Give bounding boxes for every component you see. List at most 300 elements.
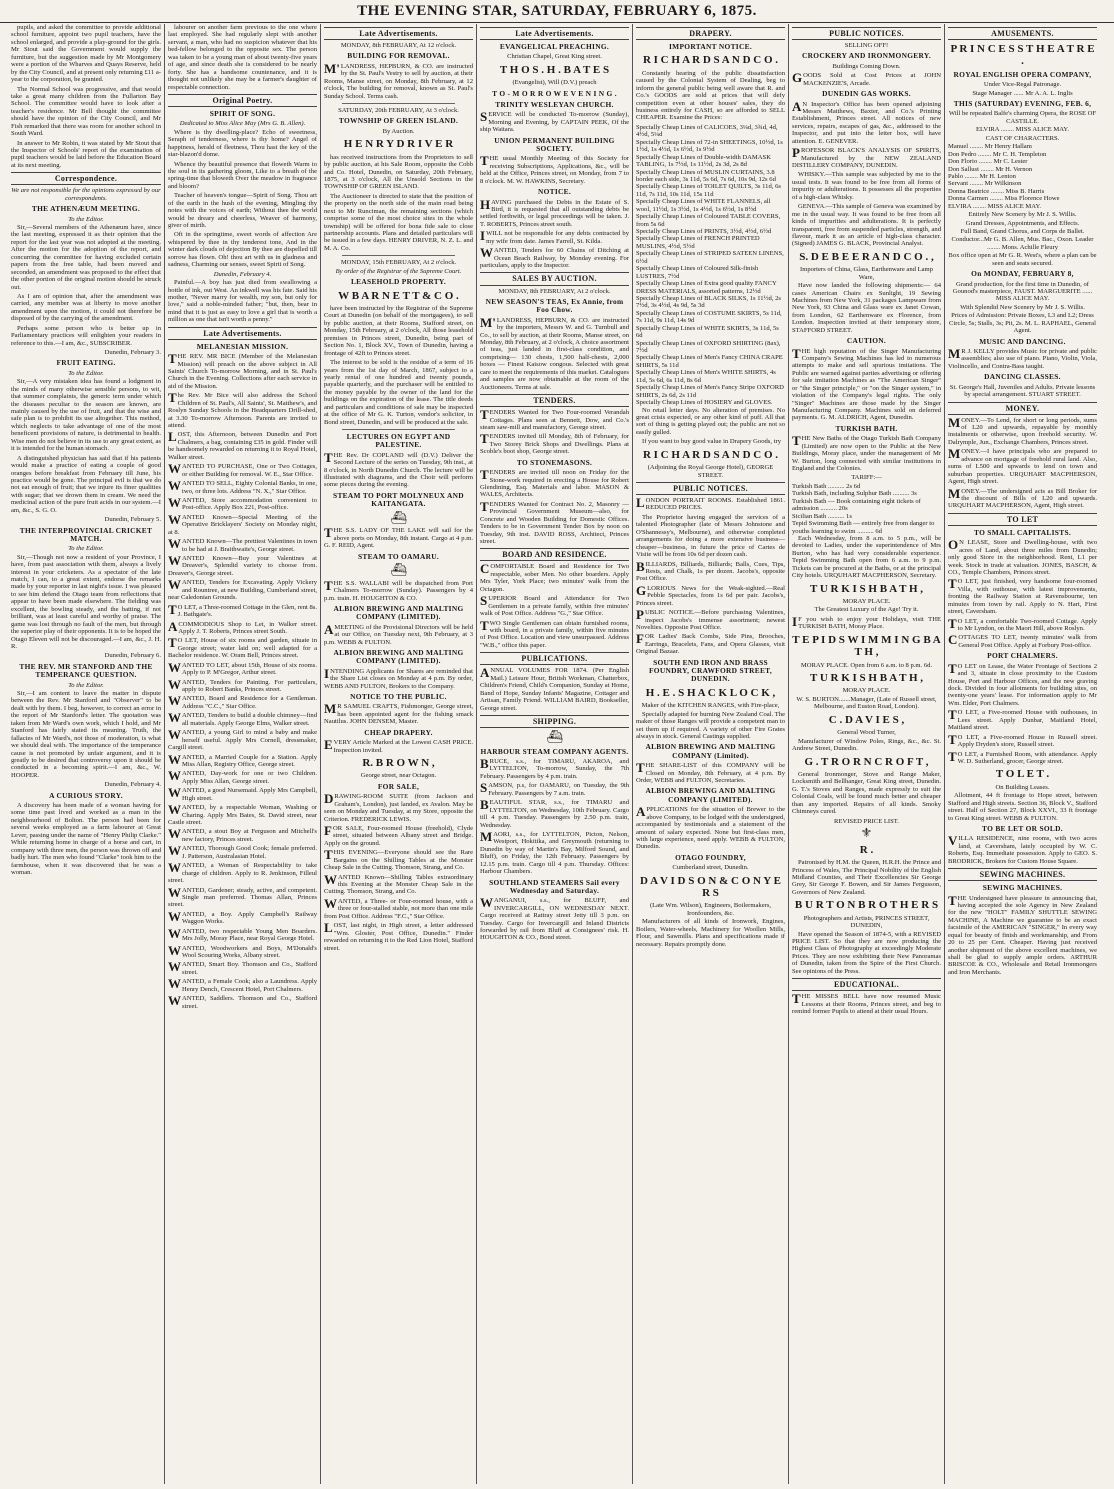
paragraph: GENEVA.—This sample of Geneva was examined by me in the usual way. It was found to be free from all kinds of impurities and adulterations. It is perfectly transparent, free from suspended particles, strength, and flavour, mark it as an article of high-class character. (Signed) JAMES G. BLACK, Provincial Analyst. xyxy=(792,203,941,248)
list-line: Turkish Bath .......... 2s 6d xyxy=(792,482,861,490)
list-line: Manuel ........ Mr Henry Hallam xyxy=(948,143,1032,151)
paragraph: The Normal School was progressive, and that would take a great many children from the Fullarton Bay School. The committee would have to look after a teacher's residence. Mr Bell thought the committee should have the opinion of the City Council, and Mr Fish remarked that there was room for another school in South Ward. xyxy=(11,85,161,138)
advertisement: WANTED, Tenders for Excavating. Apply Vickery and Rountree, at new Building, Cumberland street, near Caledonian Grounds. xyxy=(168,577,317,602)
advertisement: WANTED TO SELL, Eighty Colonial Banks, in one, two, or three lots. Address "N. X.," Star Office. xyxy=(168,478,317,495)
item-heading: ALBION BREWING AND MALTING COMPANY (Limited). xyxy=(645,742,776,760)
advertisement: BRUCE, s.s., for TIMARU, AKAROA, and LYTTELTON, To-morrow, Sunday, the 7th February. Passengers by 4 p.m. train. xyxy=(480,756,629,780)
item-heading: On MONDAY, FEBRUARY 8, xyxy=(971,269,1074,279)
advertisement: WANTED, a Woman of Respectability to take charge of children. Apply to R. Jenkinson, Filleul street. xyxy=(168,860,317,885)
advertisement: WANTED, a Married Couple for a Station. Apply Miss Allan, Registry Office, George street. xyxy=(168,751,317,768)
centered-line: MORAY PLACE. xyxy=(842,598,891,605)
list-line: Specially Cheap Lines of Coloured TABLE COVERS, from 5s 6d xyxy=(636,213,781,228)
section-heading: MONEY. xyxy=(948,402,1097,415)
list-line: Specially Cheap Lines of Double-width DAMASK TABLING, 1s 7½d, 1s 11½d, 2s 3d, 2s 8d xyxy=(636,153,771,169)
centered-line: TARIFF:— xyxy=(851,474,882,482)
centered-line: Buildings Coming Down. xyxy=(832,62,901,70)
advertisement: AN Inspector's Office has been opened adjoining Messrs Matthews, Baxter, and Co.'s Printing Establishment, Princes street. All notices of new services, repairs, escapes of gas, &c., addressed to the Inspector, and put into the letter box, will have attention. E. GENEVER. xyxy=(792,98,941,145)
section-heading: TO LET xyxy=(948,513,1097,526)
centered-line: Grand production, for the first time in Dunedin, of Gounod's masterpiece, FAUST. MARGUERITE ...... MISS ALICE MAY. xyxy=(952,280,1093,303)
advertisement: PUBLIC NOTICE.—Before purchasing Valentines, inspect Jacobs's immense assortment; newest Novelties. Opposite Post Office. xyxy=(636,607,785,632)
advertisement: COTTAGES TO LET, twenty minutes' walk from General Post Office. Apply at Forbury Post-office. xyxy=(948,632,1097,649)
paragraph: Manufacturer of Window Poles, Rings, &c., &c. St. Andrew Street, Dunedin. xyxy=(792,737,941,753)
advertisement: APPLICATIONS for the situation of Brewer to the above Company, to be lodged with the undersigned, accompanied by testimonials and a statement of the amount of salary expected. None but first-class men, with large experience, need apply. WEBB & FULTON, Dunedin. xyxy=(636,804,785,851)
advertisement: IWILL not be responsible for any debts contracted by my wife from date. James Farrell, St. Kilda. xyxy=(480,228,629,245)
display-heading: D A V I D S O N & C O N Y E R S xyxy=(640,874,781,900)
advertisement: VILLA RESIDENCE, nine rooms, with two acres land, at Caversham, lately occupied by W. C. Roberts, Esq. Immediate possession. Apply to GEO. S. BRODRICK, Brokers for Custom House Square. xyxy=(948,833,1097,865)
centered-line: ELVIRA ........ MISS ALICE MAY. xyxy=(975,126,1069,134)
item-heading: THIS (SATURDAY) EVENING, FEB. 6, xyxy=(953,99,1092,109)
advertisement: DRAWING-ROOM SUITE (from Jackson and Graham's, London), just landed, ex Avalon. May be seen on Monday and Tuesday, at my Store, opposite the Criterion. FREDERICK LEWIS. xyxy=(324,791,473,823)
list-line: Specially Cheap Lines of FRENCH PRINTED MUSLINS, 4½d, 5½d xyxy=(636,235,760,250)
advertisement: WANTED, two respectable Young Men Boarders. Mrs Jolly, Moray Place, near Royal George Hotel. xyxy=(168,925,317,943)
ship-cut-icon: ⛴ xyxy=(546,728,563,744)
item-heading: TRINITY WESLEYAN CHURCH. xyxy=(495,100,614,110)
advertisement: EVERY Article Marked at the Lowest CASH PRICE. Inspection invited. xyxy=(324,737,473,754)
advertisement: WANTED, a young Girl to mind a baby and make herself useful. Apply Mrs Cornell, dressmaker, Cargill street. xyxy=(168,727,317,752)
centered-line: (Adjoining the Royal George Hotel), GEORGE STREET. xyxy=(647,464,774,479)
italic-note: To the Editor. xyxy=(68,545,104,553)
section-heading: Original Poetry. xyxy=(168,94,317,107)
newspaper-columns xyxy=(8,24,1108,1484)
advertisement: COMFORTABLE Board and Residence for Two respectable, sober Men. No other boarders. Apply Mrs Tyler, York Place; two minutes' walk from the Octagon. xyxy=(480,561,629,593)
ship-cut-icon: ⛴ xyxy=(390,509,407,525)
list-line: Specially Cheap Lines of Men's Fancy Stripe OXFORD SHIRTS, 2s 6d, 2s 11d xyxy=(636,384,784,399)
advertisement: THE Rev. Dr COPLAND will (D.V.) Deliver the Second Lecture of the series on Tuesday, 9th inst., at 8 o'clock, in North Dunedin Church. The lecture will be illustrated with diagrams, and the Choir will perform some pieces during the evening. xyxy=(324,449,473,489)
advertisement: WANTED, Tenders to build a double chimney—find all materials. Apply George Elms, Walker street. xyxy=(168,710,317,727)
advertisement: WANTED Known—Special Meeting of the Operative Bricklayers' Society on Monday night, at 8. xyxy=(168,511,317,536)
section-heading: Late Advertisements. xyxy=(168,327,317,340)
advertisement: THE SHARE-LIST of this COMPANY will be Closed on Monday, 8th February, at 4 p.m. By Order, WEBB and FULTON, Secretaries. xyxy=(636,760,785,785)
advertisement: LONDON PORTRAIT ROOMS. Established 1861. REDUCED PRICES. xyxy=(636,495,785,512)
advertisement: TENDERS Wanted for Two Four-roomed Verandah Cottages. Plans seen at Bennett, Dow, and Co.'s steam saw-mill and manufactory, George street. xyxy=(480,407,629,431)
advertisement: WANTED TO PURCHASE, One or Two Cottages, or either Building for removal. W. E., Star Office. xyxy=(168,461,317,478)
advertisement: BEAUTIFUL STAR, s.s., for TIMARU and LYTTELTON, on Wednesday, 10th February. Cargo till 4 p.m. Tuesday. Passengers by 2.50 p.m. train, Wednesday. xyxy=(480,797,629,829)
advertisement: TO LET, a Three-roomed Cottage in the Glen, rent 8s. J. Bathgate's. xyxy=(168,601,317,619)
paragraph: Allotment, 44 ft frontage to Hope street, between Stafford and High streets. Section 36, Block V., Stafford street. Half of Section 27, Block XXVI., 33 ft frontage to Great King street. WEBB & FULTON. xyxy=(948,792,1097,822)
advertisement: TENDERS are invited till noon on Friday for the Stone-work required in erecting a House for Robert Glendining, Esq. Materials and labor. MASON & WALES, Architects. xyxy=(480,467,629,499)
display-heading: R. B R O W N , xyxy=(362,756,435,769)
advertisement: WANTED, Board and Residence for a Gentleman. Address "C.C.," Star Office. xyxy=(168,693,317,710)
list-line: Specially Cheap Lines of OXFORD SHIRTING (8ax), 7½d xyxy=(636,339,781,354)
item-heading: NEW SEASON'S TEAS, Ex Annie, from Foo Chow. xyxy=(485,296,624,315)
display-heading: H E N R Y D R I V E R xyxy=(343,138,454,151)
italic-note: By order of the Registrar of the Supreme Court. xyxy=(335,267,462,275)
advertisement: WANTED, Gardener; steady, active, and competent. Single man preferred. Thomas Allan, Princes street. xyxy=(168,884,317,909)
item-heading: MELANESIAN MISSION. xyxy=(196,341,289,351)
centered-line: On Building Leases. xyxy=(995,783,1050,791)
advertisement: INTENDING Applicants for Shares are reminded that the Share List closes on Monday at 4 p.m. By order, WEBB AND FULTON, Brokers to the Company. xyxy=(324,665,473,690)
centered-line: Stage Manager ...... Mr A. A. L. Inglis xyxy=(972,89,1073,97)
list-line: Turkish Bath, including Sulphur Bath .......... 3s xyxy=(792,490,917,498)
centered-line: Will be repeated Balfe's charming Opera, the ROSE OF CASTILLE. xyxy=(948,110,1097,125)
advertisement: LOST, last night, in High street, a letter addressed "Wm. Gloster, Post Office, Dunedin." Finder rewarded on returning it to the Red Lion Hotel, Stafford street. xyxy=(324,920,473,952)
column-5 xyxy=(632,24,788,1484)
item-heading: TO BE LET OR SOLD. xyxy=(982,824,1063,833)
advertisement: THE Undersigned have pleasure in announcing that, having accepted the sole Agency in New Zealand for the new "HOLT" FAMILY SHUTTLE SEWING MACHINE, A Machine we guarantee to be an exact facsimile of the AMERICAN "SINGER," In every way equal for beauty of finish and workmanship, and From 20 to 25 per Cent. Cheaper. Having just received another shipment of the above excellent machines, we shall be glad to supply ample orders. ARTHUR BRISCOE & CO., Wholesale and Retail Ironmongers and Iron Merchants. xyxy=(948,892,1097,976)
centered-line: (Evangelist), Will (D.V.) preach xyxy=(512,79,597,87)
advertisement: WANTED, a stout Boy at Ferguson and Mitchell's new factory, Princes street. xyxy=(168,826,317,843)
paragraph: have been instructed by the Registrar of the Supreme Court at Dunedin (on behalf of the mortgagees), to sell by public auction, at their Rooms, Stafford street, on Monday, 15th February, at 2 o'clock, All those leasehold premises in Princes street, Dunedin, being part of Section No. 1, Block XV., Town of Dunedin, having a frontage of 42ft to Princes street. xyxy=(324,305,473,357)
item-heading: LEASEHOLD PROPERTY. xyxy=(350,277,447,287)
section-heading: PUBLIC NOTICES. xyxy=(792,27,941,40)
paragraph: The Proprietor having engaged the services of a talented Photographer (late of Messrs Johnstone and O'Shannessy's, Melbourne), and otherwise completed arrangements for doing a more extensive business—cheaper—business, in future the price of Cartes de Visite will be from 10s 6d per dozen cash. xyxy=(636,513,785,559)
advertisement: IF you wish to enjoy your Holidays, visit THE TURKISH BATH, Moray Place. xyxy=(792,613,941,631)
advertisement: SAMSON, p.s, for OAMARU, on Tuesday, the 9th February. Passengers by 7 a.m. train. xyxy=(480,780,629,797)
list-line: Donna Carmen ........ Miss Florence Howe xyxy=(948,195,1060,203)
paragraph: Constantly hearing of the public dissatisfaction caused by the Colonial System of Dealing, beg to inform the general public being well aware that R. and Co.'s GOODS are sold at prices that will defy competition even at other houses' sales, they do business entirely for CASH, so are afforded to SELL CHEAPER. Examine the Prices: xyxy=(636,69,785,122)
advertisement: WANTED, Day-work for one or two Children. Apply Miss Allan, George street. xyxy=(168,768,317,785)
advertisement: MONEY.—The undersigned acts as Bill Broker for the discount of Bills of L20 and upwards. URQUHART MACPHERSON, Agent, High street. xyxy=(948,485,1097,510)
paragraph: Perhaps some person who is better up in Parliamentary practices will enlighten your readers in reference to this.—I am, &c., SUBSCRIBER. xyxy=(11,324,161,347)
section-heading: TENDERS. xyxy=(480,394,629,407)
item-heading: UNION PERMANENT BUILDING SOCIETY. xyxy=(494,135,615,154)
list-line: Specially Cheap Lines of MUSLIN CURTAINS, 3.8 border each side, 3s 11d, 5s 6d, 7s 6d, 10s 9d, 12s 6d xyxy=(636,168,776,183)
advertisement: TENDERS invited till Monday, 8th of February, for Two Storey Brick Shops and Dwellings. Plans at Scoble's boot shop, George street. xyxy=(480,431,629,456)
advertisement: GLORIOUS News for the Weak-sighted.—Real Pebble Spectacles, from 1s 6d per pair. Jacobs's, Princes street. xyxy=(636,582,785,607)
advertisement: ACOMMODIOUS Shop to Let, in Walker street. Apply J. T. Roberts, Princes street South. xyxy=(168,618,317,635)
display-heading: C . D A V I E S , xyxy=(828,713,905,726)
centered-line: Full Band, Grand Chorus, and Corps de Ballet. xyxy=(960,228,1085,236)
ship-cut-icon: ⛴ xyxy=(390,562,407,577)
paragraph: Patronised by H.M. the Queen, H.R.H. the Prince and Princess of Wales, The Principal Nobility of the English Midland Counties, and Their Excellencies Sir George Grey, Sir George F. Bowen, and Sir James Fergusson, Governors of New Zealand. xyxy=(792,859,941,896)
advertisement: TO LET, just finished, very handsome four-roomed Villa, with outhouse, with latest improvements, fronting the Railway Station at Ravensbourne, ten minutes from town by rail. Apply to N. Hart, First street, Caversham. xyxy=(948,576,1097,616)
item-heading: HARBOUR STEAM COMPANY AGENTS. xyxy=(480,746,629,756)
advertisement: TO LET, a Five-roomed House in Russell street. Apply Dryden's store, Russell street. xyxy=(948,731,1097,749)
italic-note: To the Editor. xyxy=(68,215,104,223)
advertisement: ANNUAL VOLUMES FOR 1874. (Per English Mail.) Leisure Hour, British Workman, Chatterbox, Children's Friend, Child's Companion, Sunday at Home, Band of Hope, Sunday Infants' Magazine, Cottager and Artisan, Family Friend. WILLIAM BAIRD, Bookseller, George street. xyxy=(480,665,629,712)
display-heading: T U R K I S H B A T H , xyxy=(809,672,924,685)
paragraph: has received instructions from the Proprietors to sell by public auction, at his Sale Room, opposite the Cobb and Co. Hotel, Dunedin, on Saturday, 20th February, 1875, at 3 o'clock, All the Unsold Sections in the TOWNSHIP OF GREEN ISLAND. xyxy=(324,153,473,191)
advertisement: WANTED, a Three- or Four-roomed house, with a three or four-stalled stable, not more than one mile from Post Office. Address "F.C.," Star Office. xyxy=(324,895,473,920)
advertisement: GOODS Sold at Cost Prices at JOHN MACKENZIE'S, Arcade. xyxy=(792,70,941,87)
paragraph: General Ironmonger, Stove and Range Maker, Locksmith and Bellhanger, Great King street, Dunedin. G. T.'s Stoves and Ranges, made expressly to suit the Colonial Coals, will be found much better and cheaper than any imported. Repairs of all kinds. Smoky Chimneys cured. xyxy=(792,770,941,816)
item-heading: STEAM TO OAMARU. xyxy=(357,551,440,561)
display-heading: W B A R N E T T & C O . xyxy=(338,289,459,302)
advertisement: M'LANDRESS, HEPBURN, & CO. are instructed by the St. Paul's Vestry to sell by auction, at their Rooms, Manse street, on Monday, 8th February, at 12 o'clock, The building for removal, known as St. Paul's Sunday School. Terms cash. xyxy=(324,60,473,100)
advertisement: AMEETING of the Provisional Directors will be held at our Office, on Tuesday next, 9th February, at 3 p.m. WEBB & FULTON. xyxy=(324,621,473,646)
newspaper-title: THE EVENING STAR, SATURDAY, FEBRUARY 6, 1875. xyxy=(357,3,757,19)
item-heading: FRUIT EATING. xyxy=(56,358,116,368)
advertisement: ON LEASE, Store and Dwelling-house, with two acres of Land, about three miles from Dunedin; only good Store in the neighborhood. Rent, L1 per week. Stock in trade at valuation. JONES, BASCH, & CO., Temple Chambers, Princes street. xyxy=(948,537,1097,576)
signature-line: Dunedin, February 3. xyxy=(104,349,161,357)
advertisement: WANTED, by a respectable Woman, Washing or Charing. Apply Mrs Bates, St. David street, near Castle street. xyxy=(168,802,317,827)
centered-line: The Greatest Luxury of the Age! Try it. xyxy=(814,606,919,614)
paragraph: pupils, and asked the committee to provide additional school furniture, appoint two pupil teachers, have the school enlarged, and provide a play-ground for the girls. Mr Stout said the Government would supply the furniture, but the suggestion made by Mr Montgomery were a portion of the Wharves and Quays Reserve, held by the City Council, and at present only returning £11 a-year to the corporation, be granted. xyxy=(11,24,161,84)
advertisement: SUPERIOR Board and Attendance for Two Gentlemen in a private family, within five minutes' walk of Post Office. Address "G.," Star Office. xyxy=(480,593,629,618)
divider xyxy=(342,429,455,430)
list-line: Specially Cheap Lines of STRIPED SATEEN LINENS, 6½d xyxy=(636,250,784,265)
list-line: Specially Cheap Lines of CALICOES, 3¼d, 3¾d, 4d, 4½d, 5¼d xyxy=(636,123,778,139)
item-heading: IMPORTANT NOTICE. xyxy=(669,42,752,52)
item-heading: TOWNSHIP OF GREEN ISLAND. xyxy=(338,116,459,126)
display-heading: R . xyxy=(859,843,874,856)
centered-line: Christian Chapel, Great King street. xyxy=(507,53,602,61)
item-heading: ROYAL ENGLISH OPERA COMPANY, xyxy=(953,69,1092,79)
advertisement: FOR Ladies' Back Combs, Side Pins, Brooches, Earrings, Bracelets, Fans, and Opera Glasses, visit Original Bazaar. xyxy=(636,631,785,656)
section-heading: AMUSEMENTS. xyxy=(948,27,1097,40)
section-heading: Late Advertisements. xyxy=(480,27,629,40)
item-heading: TO SMALL CAPITALISTS. xyxy=(974,527,1071,537)
list-line: ELVIRA ........ MISS ALICE MAY. xyxy=(948,202,1042,210)
advertisement: WANTED, Tenders for 60 Chains of Ditching at Ocean Beach Railway, by Monday evening. For particulars, apply to the Inspector. xyxy=(480,245,629,270)
paragraph: Oft in the springtime, sweet words of affection Are whispered by thee in thy tenderest tone, And in the winter dark clouds of dejection By thee are dispelled till sorrow has flown. Oh! thou art with us in gladness and sadness, Charming our senses, sweet Spirit of Song. xyxy=(168,231,317,269)
divider xyxy=(342,103,455,104)
item-heading: A CURIOUS STORY. xyxy=(49,790,123,800)
column-2 xyxy=(164,24,320,1484)
paragraph: Manufacturers of all kinds of Ironwork, Engines, Boilers, Water-wheels, Machinery for Woollen Mills, Flour, and Sawmills. Plans and specifications made if necessary. Repairs promptly done. xyxy=(636,918,785,948)
paragraph: As I am of opinion that, after the amendment was carried, any member was at liberty to move another amendment upon the motion, it could not therefore be disposed of by the carrying of the amendment. xyxy=(11,292,161,323)
advertisement: MONEY.—I have principals who are prepared to advance on mortgage of freehold rural land. Also, sums of L500 and upwards to lend on town and suburban properties. URQUHART MACPHERSON, Agent, High street. xyxy=(948,446,1097,486)
section-heading: SEWING MACHINES. xyxy=(948,868,1097,881)
item-heading: CROCKERY AND IRONMONGERY. xyxy=(802,51,931,61)
item-heading: DANCING CLASSES. xyxy=(984,372,1061,382)
list-line: Donna Beatrice ........ Miss B. Harris xyxy=(948,187,1045,195)
masthead xyxy=(0,0,1114,23)
italic-note: Dedicated to Miss Alice May (Mrs G. B. Allen). xyxy=(179,120,306,128)
centered-line: W. S. BURTON.......Manager, (Late of Russell street, Melbourne, and Euston Road, London). xyxy=(796,695,937,711)
italic-note: Dunedin, February 4. xyxy=(213,270,272,278)
item-heading: EVANGELICAL PREACHING. xyxy=(499,42,610,52)
signature-line: Dunedin, February 6. xyxy=(104,652,161,660)
paragraph: labourer on another farm previous to the one where last employed. She had regularly slept with another servant, a man, who had no suspicion whatever that his bed-fellow belonged to the opposite sex. The person was taken to be a young man of about twenty-five years of age, and since death she is considered to be nearly forty. She has a handsome countenance, and it is thought not unlikely she may be a farmer's daughter of respectable connection. xyxy=(168,24,317,91)
item-heading: MUSIC AND DANCING. xyxy=(979,336,1066,346)
paragraph: Sir,—Several members of the Athenæum have, since the last meeting, expressed it as their opinion that the report for the last year was not adopted at the meeting. After the motion for the adoption of the report, and concurring the committee for having excluded certain papers from the free table, had been moved and seconded, an amendment was proposed to the effect that the other portion of the original motion should be struck out. xyxy=(11,224,161,291)
display-heading: P R I N C E S S T H E A T R E . xyxy=(950,43,1095,68)
section-heading: SALES BY AUCTION. xyxy=(480,272,629,285)
advertisement: WANTED, Thorough Good Cook; female preferred. J. Patterson, Australasian Hotel. xyxy=(168,843,317,860)
centered-line: Cumberland street, Dunedin. xyxy=(672,864,749,872)
list-line: Don Pedro ........ Mr C. H. Templeton xyxy=(948,150,1047,158)
advertisement: WANTED, a Boy. Apply Campbell's Railway Waggon Works. xyxy=(168,908,317,926)
item-heading: CAUTION. xyxy=(846,336,887,346)
advertisement: MAORI, s.s., for LYTTELTON, Picton, Nelson, Westport, Hokitika, and Greymouth (returning to Dunedin by way of Martin's Bay, Milford Sound, and Bluff), on Friday, the 12th February. Passengers by 12.15 p.m. train. Cargo till 4 p.m. Thursday. Offices: Harbour Chambers. xyxy=(480,828,629,876)
italic-note: To the Editor. xyxy=(68,681,104,689)
section-heading: SHIPPING. xyxy=(480,715,629,728)
paragraph: Specially adapted for burning New Zealand Coal. The maker of those Ranges will provide a competent man to set them up if required. A variety of other Fire Grates always in stock. General Castings supplied. xyxy=(636,710,785,741)
centered-line: Entirely New Scenery by Mr J. S. Willis. xyxy=(968,211,1077,219)
paragraph: No retail letter days. No alteration of premises. No great crisis expected, or any other kind of puff. All that sort of thing is getting played out; the public are not so easily gulled. xyxy=(636,406,785,436)
signature-line: Dunedin, February 5. xyxy=(104,516,161,524)
advertisement: THE REV. MR BICE (Member of the Melanesian Mission) will preach on the above subject in All Saints' Church To-morrow Morning, and in St. Paul's Church in the Evening. Collections after each service in aid of the Mission. xyxy=(168,351,317,390)
advertisement: TO LET, a Furnished Room, with attendance. Apply W. D. Sutherland, grocer, George street. xyxy=(948,748,1097,765)
paragraph: Have opened the Season of 1874-5, with a REVISED PRICE LIST. So that they are now producing the Highest Class of Photography at exceedingly Moderate Prices. They are now exhibiting their New Panoramas of Dunedin, taken from the Spire of the First Church. See opinions of the Press. xyxy=(792,930,941,975)
display-heading: T H O S . H . B A T E S xyxy=(499,63,610,76)
paragraph: A distinguished physician has said that if his patients would make a practice of eating a couple of good oranges before breakfast from February till June, his practice would be gone. The principal evil is that we do not eat enough of fruit; that we injure its finer qualities with sugar; that we drown them in cream. We need the medicinal action of the pure fruit acids in our system.—I am, &c., S. G. O. xyxy=(11,454,161,514)
centered-line: George street, near Octagon. xyxy=(360,772,437,780)
paragraph: If you want to buy good value in Drapery Goods, try xyxy=(642,438,781,446)
signature-line: Dunedin, February 4. xyxy=(104,781,161,789)
display-heading: R I C H A R D S A N D C O . xyxy=(642,448,779,461)
advertisement: MONEY.—To Lend, for short or long periods, sums of L20 and upwards, repayable by monthly instalments or otherwise, upon freehold security. W. Dalrymple, Jun., Exchange Chambers, Princes street. xyxy=(948,414,1097,446)
centered-line: REVISED PRICE LIST. xyxy=(834,817,899,825)
list-line: Specially Cheap Lines of TOILET QUILTS, 3s 11d, 6s 11d, 7s 11d, 10s 11d, 15s 11d xyxy=(636,183,781,198)
paragraph: Painful.—A boy has just died from swallowing a bottle of ink, out West. An inkwell was his fate. Said his mother, "Never marry for wealth, my son, but only for love," said a noble-minded father; "but, then, bear in mind that it is just as easy to love a girl that is worth a million as one that isn't worth a penny." xyxy=(168,279,317,324)
paragraph: Sir,—I am content to leave the matter in dispute between the Rev. Mr Stanford and "Observer" to be dealt with by them. I beg, however, to correct an error in the report of Mr Stanford's letter. The quotation was taken from Mr Ward's own work, which I hold, and Mr Stanford has fairly stated its meaning. Truth, the fallacies of Mr Ward's, not those of moderation, is what we should deal with. The importance of the temperance cause is not promoted by unfair argument, and it is greatly to be desired that controversy upon it should be conducted in a becoming spirit.—I am, &c., W. HOOPER. xyxy=(11,690,161,779)
section-heading: PUBLIC NOTICES. xyxy=(636,482,785,495)
centered-line: MONDAY, 15th FEBRUARY, At 2 o'clock. xyxy=(340,259,457,267)
paragraph: Sir,—Though not now a resident of your Province, I have, from past association with them, always a lively interest in your cricketers. As a spectator of the late match, I can, to a great extent, endorse the remarks made by your reporter in last night's issue. I was pleased to see him defend the Otago team from reflections that appear to have been made elsewhere. The fielding was excellent, the bowling steady, and the batting, if not brilliant, was at least careful and worthy of praise. The game was lost through no fault of the men, but through the superior play of their opponents. It is to be hoped the Otago Eleven will not be discouraged.—I am, &c., J. H. R. xyxy=(11,553,161,650)
advertisement: THE S.S. WALLABI will be dispatched from Port Chalmers To-morrow (Sunday). Passengers by 4 p.m. train. H. HOUGHTON & CO. xyxy=(324,577,473,602)
paragraph: The Auctioneer is directed to state that the position of the property on the north side of the main road being next to Mr Runciman, the remaining sections (which comprise some of the most choice sites in the whole township) will be offered for bona fide sale to close partnership accounts. Plans and detailed particulars will be issued in a few days. HENRY DRIVER, N. Z. L. and M. A. Co. xyxy=(324,192,473,252)
item-heading: ALBION BREWING AND MALTING COMPANY (LIMITED). xyxy=(333,604,464,622)
centered-line: MORAY PLACE. Open from 6 a.m. to 8 p.m. 6d. xyxy=(800,661,933,669)
display-heading: T E P I D S W I M M I N G B A T H , xyxy=(792,633,941,659)
list-line: Specially Cheap Lines of WHITE FLANNELS, all wool, 11½d, 1s 3½d, 1s 4½d, 1s 6½d, 1s 8½d xyxy=(636,198,771,213)
advertisement: WANTED Known—Shilling Tables extraordinary this Evening at the Monster Cheap Sale in the Cutting. Thomson, Strang, and Co. xyxy=(324,871,473,896)
item-heading: T O - M O R R O W E V E N I N G . xyxy=(492,88,617,98)
centered-line: Photographers and Artists, PRINCES STREET, DUNEDIN, xyxy=(803,914,930,930)
item-heading: TURKISH BATH. xyxy=(835,423,898,433)
list-line: Specially Cheap Lines of BLACK SILKS, 1s 11½d, 2s 7½d, 3s 4½d, 4s 9d, 5s 3d xyxy=(636,294,781,310)
item-heading: STEAM TO PORT MOLYNEUX AND KAITANGATA. xyxy=(333,490,464,509)
paragraph: Teacher of heaven's tongue—Spirit of Song. Thou art of the earth in the hush of the evening, Mingling thy notes with the voices of earth; Without thee the world would be dreary and cheerless, Weaver of harmony, giver of mirth. xyxy=(168,192,317,230)
item-heading: SPIRIT OF SONG. xyxy=(209,108,276,118)
advertisement: TO LET, a comfortable Two-roomed Cottage. Apply to Mr Lyndon, on the Maori Hill, above Roslyn. xyxy=(948,615,1097,633)
centered-line: CAST OF CHARACTERS. xyxy=(985,134,1060,142)
section-heading: EDUCATIONAL. xyxy=(792,978,941,991)
item-heading: THE ATHENÆUM MEETING. xyxy=(31,204,141,214)
item-heading: FOR SALE, xyxy=(377,781,420,791)
item-heading: TO STONEMASONS. xyxy=(516,457,593,467)
list-line: Specially Cheap Lines of Coloured Silk-finish LUSTRES, 7½d xyxy=(636,265,759,280)
centered-line: By Auction. xyxy=(382,127,415,135)
advertisement: THE S.S. LADY OF THE LAKE will sail for the above ports on Monday, 8th instant. Cargo at 4 p.m. G. F. REID, Agent. xyxy=(324,525,473,550)
section-heading: DRAPERY. xyxy=(636,27,785,40)
display-heading: T U R K I S H B A T H , xyxy=(809,582,924,595)
paragraph: The interest to be sold is the residue of a term of 16 years from the 1st day of March, 1867, subject to a yearly rental of one hundred and twenty pounds, payable quarterly, and the purchaser will be entitled to the money payable by the owner of the land for the buildings on the expiration of the lease. The title deeds and particulars and conditions of sale may be inspected at the office of Mr G. K. Turton, vendor's solicitor, in Bond street, Dunedin, and will be produced at the sale. xyxy=(324,359,473,426)
italic-note: We are not responsible for the opinions expressed by our correspondents. xyxy=(11,187,161,202)
paragraph: Where is thy dwelling-place? Echo of sweetness, Seraph of tenderness, where is thy home? Angel of happiness, herald of fleetness, Thou hast the key of the star-blazon'd dome. xyxy=(168,128,317,159)
item-heading: DUNEDIN GAS WORKS. xyxy=(822,89,911,99)
centered-line: Box office open at Mr G. R. West's, where a plan can be seen and seats secured. xyxy=(948,252,1097,267)
section-heading: Late Advertisements. xyxy=(324,27,473,40)
list-line: Specially Cheap Lines of PRINTS, 3½d, 4½d, 6½d xyxy=(636,228,772,235)
list-line: Servant ........ Mr Wilkinson xyxy=(948,180,1022,188)
list-line: Specially Cheap Lines of WHITE SKIRTS, 3s 11d, 5s 6d xyxy=(636,324,779,340)
advertisement: TO LET, a Five-roomed House with outhouses, in Lees street. Apply Dunbar, Maitland Hotel, Maitland street. xyxy=(948,707,1097,732)
display-heading: S. D E B E E R A N D C O . , xyxy=(799,250,934,263)
column-4 xyxy=(476,24,632,1484)
list-line: Specially Cheap Lines of HOSIERY and GLOVES. xyxy=(636,399,773,407)
display-heading: H . E . S H A C K L O C K , xyxy=(645,686,776,699)
item-heading: NOTICE. xyxy=(537,187,572,197)
display-heading: G . T R O R N C R O F T , xyxy=(804,755,929,768)
column-7 xyxy=(944,24,1100,1484)
item-heading: ALBION BREWING AND MALTING COMPANY (LIMITED). xyxy=(645,786,776,804)
advertisement: TO LET on Lease, the Water Frontage of Sections 2 and 3, situate in close proximity to the Custom House, Port and Harbour Offices, and the new graving dock. Divided in four allotments for building sites, on twenty-one years' lease. For information apply to Mr Wm. Elder, Port Chalmers. xyxy=(948,660,1097,707)
list-line: Sicilian Bath .......... 1s xyxy=(792,512,852,520)
item-heading: LECTURES ON EGYPT AND PALESTINE. xyxy=(346,432,451,450)
advertisement: THIS EVENING—Everyone should see the Rare Bargains on the Shilling Tables at the Monster Cheap Sale in the Cutting. Thomson, Strang, and Co. xyxy=(324,847,473,872)
list-line: Specially Cheap Lines of Extra good quality FANCY DRESS MATERIALS, assorted patterns, 12½d xyxy=(636,280,777,295)
advertisement: WANGANUI, s.s., for BLUFF, and INVERCARGILL, ON WEDNESDAY NEXT. Cargo received at Rattray street Jetty till 3 p.m. on Tuesday. Cargo for Invercargill and Inland Districts forwarded by rail from Bluff at Consignees' risk. H. HOUGHTON & CO., Bond street. xyxy=(480,895,629,942)
advertisement: WANTED, a Female Cook; also a Laundress. Apply Henry Dench, Crescent Hotel, Port Chalmers. xyxy=(168,976,317,993)
advertisement: WANTED Known—Buy your Valentines at Dreaver's, Splendid variety to choose from. Dreaver's, George street. xyxy=(168,553,317,577)
display-heading: R I C H A R D S A N D C O . xyxy=(642,54,779,67)
centered-line: MORAY PLACE. xyxy=(842,687,891,695)
list-line: Specially Cheap Lines of COSTUME SKIRTS, 5s 11d, 7s 11d, 9s 11d, 14s 9d xyxy=(636,309,782,325)
centered-line: Prices of Admission: Private Boxes, L3 and L2; Dress Circle, 5s; Stalls, 3s; Pit, 2s. M. L. RAPHAEL, General Agent. xyxy=(949,312,1096,335)
centered-line: Maker of the KITCHEN RANGES, with Fire-place, xyxy=(641,702,780,710)
centered-line: Grand Dresses, Appointments, and Effects. xyxy=(965,219,1080,227)
centered-line: SELLING OFF! xyxy=(844,42,889,50)
paragraph: Whence thy beautiful presence that floweth Warm to the soul in its gathering gloom, Like to a breath of the spring-time that bloweth Over the meadow in fragrance and bloom? xyxy=(168,160,317,190)
list-line: Specially Cheap Lines of 72-in SHEETINGS, 10½d, 1s 1½d, 1s 4½d, 1s 6½d, 1s 9½d xyxy=(636,138,783,154)
section-heading: Correspondence. xyxy=(11,172,161,185)
list-line: Specially Cheap Lines of Men's Fancy CHINA CRAPE SHIRTS, 5s 11d xyxy=(636,354,783,369)
list-line: Don Sallust ........ Mr H. Vernon xyxy=(948,165,1033,173)
centered-line: MONDAY, 8th FEBRUARY, At 2 o'clock. xyxy=(498,287,611,295)
advertisement: HAVING purchased the Debts in the Estate of S. Bird, it is requested that all outstanding debts be settled forthwith, or legal proceedings will be taken. J. T. ROBERTS, Princes street south. xyxy=(480,196,629,228)
advertisement: TENDERS Wanted for Contract No. 2, Masonry — Provincial Government Museum—also, for Concrete and Wooden Building for Domestic Offices. Tenders to be in Government Tender Box by noon on Tuesday, 9th inst. DAVID ROSS, Architect, Princes street. xyxy=(480,498,629,545)
centered-line: With Splendid New Scenery by Mr J. S. Willis. xyxy=(960,303,1085,311)
advertisement: WANTED, Woodworkers and Boys, M'Donald's Wool Scouring Works, Albany street. xyxy=(168,942,317,960)
paragraph: Each Wednesday, from 8 a.m. to 5 p.m., will be devoted to Ladies, under the superintendence of Mrs Burton, who has had very considerable experience. Tepid Swimming Bath open from 6 a.m. to 9 p.m. Tickets can be procured at the Baths, or at the principal City hotels. URQUHART MACPHERSON, Secretary. xyxy=(792,534,941,580)
advertisement: THE New Baths of the Otago Turkish Bath Company (Limited) are now open to the Public at the New Buildings, Moray place, under the management of Mr W. Burton, long connected with similar institutions in England and the Colonies. xyxy=(792,433,941,473)
item-heading: OTAGO FOUNDRY, xyxy=(675,852,746,862)
advertisement: BILLIARDS, Billiards, Billiards; Balls, Cues, Tips, Rests, and Chalk, 1s per dozen. Jacobs's, opposite Post Office. xyxy=(636,558,785,583)
list-line: Tepid Swimming Bath — entirely free from danger to youths learning to swim .......... 6d xyxy=(792,520,935,535)
display-heading: T O L E T . xyxy=(995,768,1050,781)
item-heading: CHEAP DRAPERY. xyxy=(364,727,433,737)
paragraph: In answer to Mr Robin, it was stated by Mr Stout that the Inspector of Schools' report of the examination of pupil teachers would be laid before the Education Board at its next meeting. xyxy=(11,139,161,169)
advertisement: TWO Single Gentlemen can obtain furnished rooms, with board, in a private family, within five minutes of Post Office. Location and view unsurpassed. Address "W.B.," office this paper. xyxy=(480,617,629,649)
advertisement: MR SAMUEL CRAFTS, Fishmonger, George street, has been appointed agent for the fishing smack Nautilus. JOHN DENSEM, Master. xyxy=(324,701,473,726)
advertisement: WANTED TO LET, about 15th, House of six rooms. Apply to P. M'Gregor, Arthur street. xyxy=(168,659,317,677)
item-heading: SOUTHLAND STEAMERS Sail every Wednesday and Saturday. xyxy=(489,877,620,895)
centered-line: Conductor...Mr G. B. Allen, Mus. Bac., Oxon. Leader ........ Mons. Achille Fleury xyxy=(951,236,1094,251)
item-heading: PORT CHALMERS. xyxy=(987,651,1058,661)
centered-line: SATURDAY, 20th FEBRUARY, At 3 o'clock. xyxy=(338,107,459,115)
section-heading: PUBLICATIONS. xyxy=(480,652,629,665)
advertisement: PROFESSOR BLACK'S ANALYSIS OF SPIRITS, Manufactured by the NEW ZEALAND DISTILLERY COMPANY, DUNEDIN. xyxy=(792,145,941,169)
advertisement: FOR SALE, Four-roomed House (freehold), Clyde street, situated between Albany street and Bridge. Apply on the ground. xyxy=(324,822,473,847)
advertisement: WANTED, Store accommodation convenient to Post-office. Apply Box 221, Post-office. xyxy=(168,494,317,512)
divider xyxy=(342,255,455,256)
paragraph: Have now landed the following shipments:— 64 cases American Chairs ex Sunlight, 19 Sewing Machines from New York, 31 packages Lampware from New York, 93 China and Glass ware ex Janet Cowan, from London, 62 Earthenware ex Florence, from London. Inspection invited at their temporary store, STAFFORD STREET. xyxy=(792,282,941,334)
advertisement: WANTED Known—The prettiest Valentines in town to be had at J. Braithwaite's, George street. xyxy=(168,536,317,553)
item-heading: NOTICE TO THE PUBLIC. xyxy=(350,692,447,702)
advertisement: WANTED, a good Nursemaid. Apply Mrs Campbell, High street. xyxy=(168,785,317,802)
centered-line: Under Vice-Regal Patronage. xyxy=(983,81,1062,89)
list-line: Don Florio ........ Mr C. Lester xyxy=(948,158,1028,166)
list-line: Pablo ........ Mr H. Lenton xyxy=(948,172,1016,180)
paragraph: Sir,—A very mistaken idea has found a lodgment in the minds of many otherwise sensible persons, to wit, that summer complaints, the generic term under which the diseases peculiar to the season are known, are mainly caused by the use of fruit, and that the wise and safe plan is to prohibit its use altogether. This method, which neglects to take advantage of one of the most beneficent provisions of nature, is detrimental to health. Wise men do not believe in its use to any great extent, as it is intended for the human stomach. xyxy=(11,378,161,453)
advertisement: SERVICE will be conducted To-morrow (Sunday), Morning and Evening, by CAPTAIN PEEK, Of the ship Waitara. xyxy=(480,109,629,134)
advertisement: THE MISSES BELL have now resumed Music Lessons at their Rooms, Princes street, and beg to remind former Pupils to attend at their usual Hours. xyxy=(792,991,941,1016)
list-line: Turkish Bath — Book containing eight tickets of admission .......... 20s xyxy=(792,497,921,513)
ship-cut-icon: ⚜ xyxy=(860,824,873,840)
advertisement: THE high reputation of the Singer Manufacturing Company's Sewing Machines has led to numerous attempts to make and sell spurious imitations. The Public are warned against parties advertising or offering for sale imitation Machines as "The American Singer" or "the Singer principle," or "on the Singer system," in violation of the Company's legal rights. The only "Singer" Machines are those made by the Singer Manufacturing Company. Machines sold on deferred payments. G. M. ALDRICH, Agent, Dunedin. xyxy=(792,345,941,422)
centered-line: MONDAY, 8th FEBRUARY, At 12 o'clock. xyxy=(340,42,457,50)
centered-line: Importers of China, Glass, Earthenware and Lamp Ware, xyxy=(800,266,933,281)
item-heading: BUILDING FOR REMOVAL. xyxy=(347,51,450,61)
item-heading: ALBION BREWING AND MALTING COMPANY (LIMITED). xyxy=(333,648,464,666)
item-heading: THE REV. MR STANFORD AND THE TEMPERANCE QUESTION. xyxy=(19,661,153,680)
paragraph: WHISKY.—This sample was subjected by me to the usual tests. It was found to be free from all forms of impurity or adulterations. It possesses all the properties of a high-class Whisky. xyxy=(792,171,941,201)
column-1 xyxy=(8,24,164,1484)
advertisement: WANTED, Tenders for Painting. For particulars, apply to Robert Banks, Princes street. xyxy=(168,676,317,694)
paragraph: A discovery has been made of a woman having for some time past lived and worked as a man in the neighbourhood of Bolton. The person had been for several weeks employed as a farm labourer at Great Lever, passing under the name of "Henry Philip Clarke." While returning home in charge of a horse and cart, in company with three men, the person was thrown off and badly hurt. The men who found "Clarke" took him to the farmhouse, when it was discovered that he was a woman. xyxy=(11,802,161,876)
section-heading: BOARD AND RESIDENCE. xyxy=(480,548,629,561)
advertisement: THE usual Monthly Meeting of this Society for receiving Subscriptions, Applications, &c., will be held at the Office, Princes street, on Monday, from 7 to 8 o'clock. M. W. HAWKINS, Secretary. xyxy=(480,153,629,185)
centered-line: St. George's Hall, Juveniles and Adults. Private lessons by special arrangement. STUART STREET. xyxy=(949,383,1096,399)
advertisement: M'LANDRESS, HEPBURN, & CO. are instructed by the importers, Messrs W. and G. Turnbull and Co., to sell by auction, at their Rooms, Manse street, on Monday, 8th February, at 2 o'clock, A choice assortment of teas, just landed in first-class condition, and comprising— 130 chests, 1,500 half-chests, 2,000 boxes — Finest Kaisow congous. Selected with great care to meet the requirements of this market. Catalogues and samples are now obtainable at the room of the Auctioneers. Terms at sale. xyxy=(480,314,629,391)
advertisement: WANTED, Saddlers. Thomson and Co., Stafford street. xyxy=(168,993,317,1010)
item-heading: SOUTH END IRON AND BRASS FOUNDRY, CRAWFORD STREET, DUNEDIN. xyxy=(648,657,773,684)
list-line: Specially Cheap Lines of Men's WHITE SHIRTS, 4s 11d, 5s 6d, 6s 11d, 8s 6d xyxy=(636,369,776,384)
advertisement: LOST, this Afternoon, between Dunedin and Port Chalmers, a bag, containing £35 in gold. Finder will be handsomely rewarded on returning it to Royal Hotel, Walker street. xyxy=(168,429,317,461)
